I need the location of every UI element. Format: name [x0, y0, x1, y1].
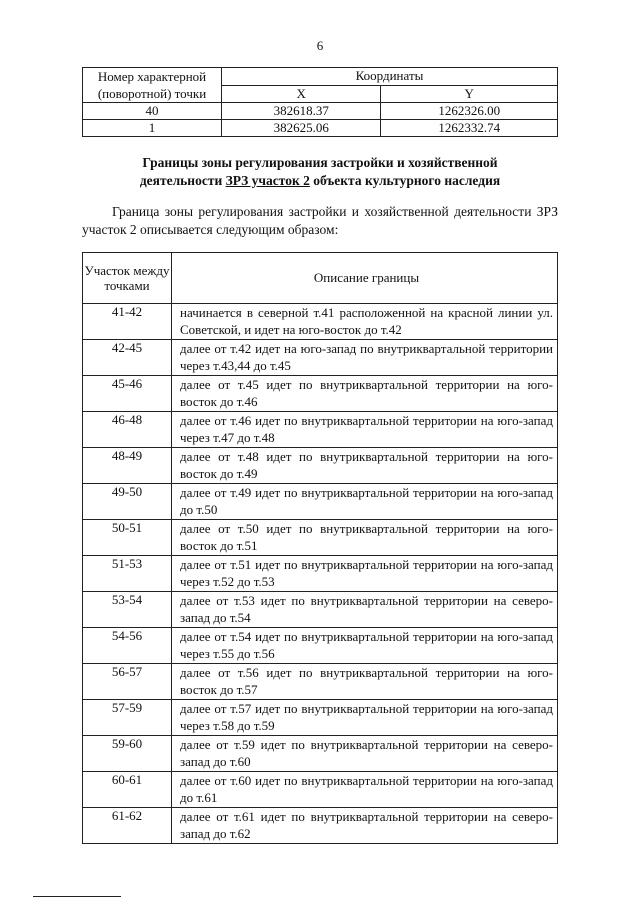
heading-line-2 [82, 172, 558, 190]
segment-description: далее от т.54 идет по внутриквартальной территории на юго-запад через т.55 до т.56 [172, 628, 558, 664]
segment-points: 56-57 [83, 664, 172, 700]
intro-paragraph: Граница зоны регулирования застройки и хозяйственной деятельности ЗРЗ участок 2 описывается следующим образом: [82, 204, 558, 237]
segment-description: далее от т.56 идет по внутриквартальной территории на юго-восток до т.57 [172, 664, 558, 700]
segment-points: 48-49 [83, 448, 172, 484]
point-number: 40 [83, 103, 222, 120]
table-row [83, 628, 558, 664]
segment-description: далее от т.60 идет по внутриквартальной территории на юго-запад до т.61 [172, 772, 558, 808]
segment-description: далее от т.53 идет по внутриквартальной территории на северо-запад до т.54 [172, 592, 558, 628]
segment-points: 57-59 [83, 700, 172, 736]
coord-x: 382618.37 [222, 103, 381, 120]
table-row [83, 412, 558, 448]
segment-description: далее от т.48 идет по внутриквартальной территории на юго-восток до т.49 [172, 448, 558, 484]
table-row [83, 736, 558, 772]
footnote-divider [33, 896, 121, 897]
section-heading [82, 154, 558, 190]
coord-y: 1262326.00 [381, 103, 558, 120]
segment-description: далее от т.51 идет по внутриквартальной территории на юго-запад через т.52 до т.53 [172, 556, 558, 592]
segment-description: далее от т.45 идет по внутриквартальной территории на юго-восток до т.46 [172, 376, 558, 412]
segment-points: 42-45 [83, 340, 172, 376]
segment-points: 54-56 [83, 628, 172, 664]
segment-description: далее от т.46 идет по внутриквартальной территории на юго-запад через т.47 до т.48 [172, 412, 558, 448]
table-row [83, 808, 558, 844]
table-row [83, 556, 558, 592]
table-row [83, 484, 558, 520]
coord-y: 1262332.74 [381, 120, 558, 137]
segment-description: далее от т.42 идет на юго-запад по внутриквартальной территории через т.43,44 до т.45 [172, 340, 558, 376]
boundary-table [82, 252, 558, 844]
segment-points: 45-46 [83, 376, 172, 412]
point-number: 1 [83, 120, 222, 137]
header-segment: Участок между точками [83, 253, 172, 304]
table-row [83, 664, 558, 700]
heading-prefix: деятельности [139, 173, 226, 188]
segment-points: 49-50 [83, 484, 172, 520]
header-y: Y [381, 85, 558, 103]
segment-description: далее от т.59 идет по внутриквартальной территории на северо-запад до т.60 [172, 736, 558, 772]
segment-points: 61-62 [83, 808, 172, 844]
segment-description: далее от т.57 идет по внутриквартальной территории на юго-запад через т.58 до т.59 [172, 700, 558, 736]
heading-suffix: объекта культурного наследия [309, 173, 501, 188]
segment-points: 46-48 [83, 412, 172, 448]
header-x: X [222, 85, 381, 103]
segment-points: 59-60 [83, 736, 172, 772]
segment-points: 53-54 [83, 592, 172, 628]
table-row [83, 120, 558, 137]
header-description: Описание границы [172, 253, 558, 304]
table-row [83, 103, 558, 120]
page-number: 6 [316, 38, 324, 53]
heading-line-1: Границы зоны регулирования застройки и хозяйственной [142, 155, 498, 170]
table-row [83, 520, 558, 556]
coord-x: 382625.06 [222, 120, 381, 137]
table-row [83, 592, 558, 628]
segment-description: далее от т.50 идет по внутриквартальной территории на юго-восток до т.51 [172, 520, 558, 556]
zone-name: ЗРЗ участок 2 [225, 173, 310, 188]
table-row [83, 700, 558, 736]
header-point-number: Номер характерной (поворотной) точки [83, 68, 222, 103]
table-row [83, 376, 558, 412]
header-coordinates: Координаты [222, 68, 558, 86]
table-row [83, 304, 558, 340]
coordinates-table [82, 67, 558, 137]
segment-points: 60-61 [83, 772, 172, 808]
table-row [83, 772, 558, 808]
segment-points: 50-51 [83, 520, 172, 556]
table-row [83, 340, 558, 376]
segment-description: начинается в северной т.41 расположенной на красной линии ул. Советской, и идет на юго-восток до т.42 [172, 304, 558, 340]
segment-description: далее от т.49 идет по внутриквартальной территории на юго-запад до т.50 [172, 484, 558, 520]
segment-points: 51-53 [83, 556, 172, 592]
table-row [83, 448, 558, 484]
segment-points: 41-42 [83, 304, 172, 340]
segment-description: далее от т.61 идет по внутриквартальной территории на северо-запад до т.62 [172, 808, 558, 844]
